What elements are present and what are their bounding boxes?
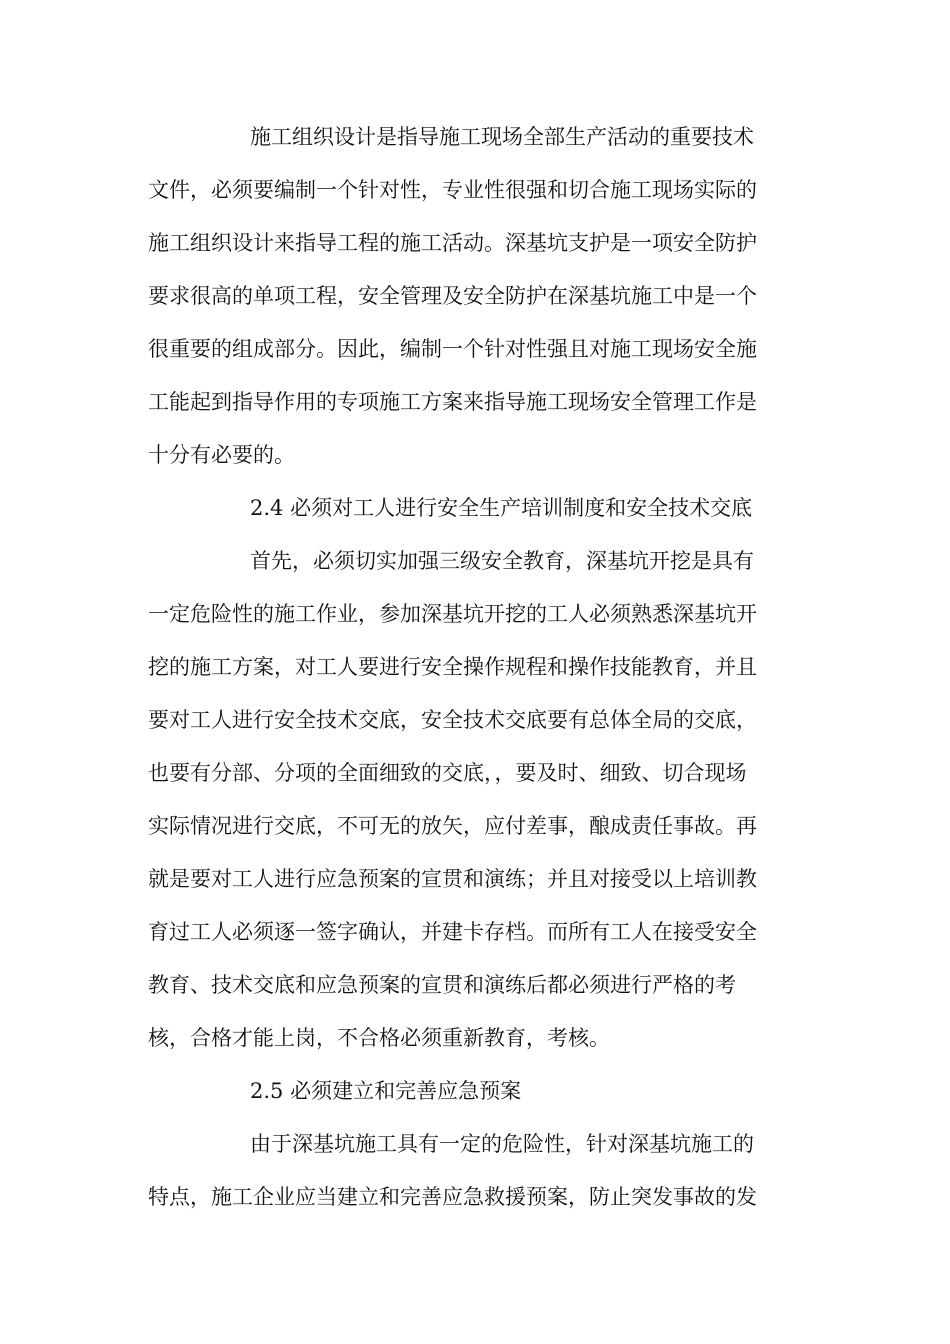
paragraph-1-line-2: 文件，必须要编制一个针对性，专业性很强和切合施工现场实际的: [148, 178, 757, 202]
paragraph-1-line-6: 工能起到指导作用的专项施工方案来指导施工现场安全管理工作是: [148, 390, 757, 414]
paragraph-1-line-4: 要求很高的单项工程，安全管理及安全防护在深基坑施工中是一个: [148, 284, 757, 308]
paragraph-2-line-9: 教育、技术交底和应急预案的宣贯和演练后都必须进行严格的考: [148, 973, 736, 997]
paragraph-3-line-2: 特点，施工企业应当建立和完善应急救援预案，防止突发事故的发: [148, 1185, 757, 1209]
paragraph-1-line-3: 施工组织设计来指导工程的施工活动。深基坑支护是一项安全防护: [148, 231, 757, 255]
paragraph-2-line-8: 育过工人必须逐一签字确认，并建卡存档。而所有工人在接受安全: [148, 920, 757, 944]
paragraph-1-line-1: 施工组织设计是指导施工现场全部生产活动的重要技术: [250, 125, 754, 149]
paragraph-2-line-10: 核，合格才能上岗，不合格必须重新教育，考核。: [148, 1026, 610, 1050]
paragraph-2-line-3: 挖的施工方案，对工人要进行安全操作规程和操作技能教育，并且: [148, 655, 757, 679]
paragraph-2-line-7: 就是要对工人进行应急预案的宣贯和演练；并且对接受以上培训教: [148, 867, 757, 891]
paragraph-1-line-5: 很重要的组成部分。因此，编制一个针对性强且对施工现场安全施: [148, 337, 757, 361]
paragraph-3-line-1: 由于深基坑施工具有一定的危险性，针对深基坑施工的: [250, 1132, 754, 1156]
paragraph-2-line-1: 首先，必须切实加强三级安全教育，深基坑开挖是具有: [250, 549, 754, 573]
paragraph-2-line-5: 也要有分部、分项的全面细致的交底，，要及时、细致、切合现场: [148, 761, 747, 785]
section-heading-2-4: 2.4 必须对工人进行安全生产培训制度和安全技术交底: [250, 496, 753, 520]
paragraph-2-line-6: 实际情况进行交底，不可无的放矢，应付差事，酿成责任事故。再: [148, 814, 757, 838]
paragraph-2-line-2: 一定危险性的施工作业，参加深基坑开挖的工人必须熟悉深基坑开: [148, 602, 757, 626]
paragraph-2-line-4: 要对工人进行安全技术交底，安全技术交底要有总体全局的交底，: [148, 708, 757, 732]
section-heading-2-5: 2.5 必须建立和完善应急预案: [250, 1079, 522, 1103]
paragraph-1-line-7: 十分有必要的。: [148, 443, 295, 467]
